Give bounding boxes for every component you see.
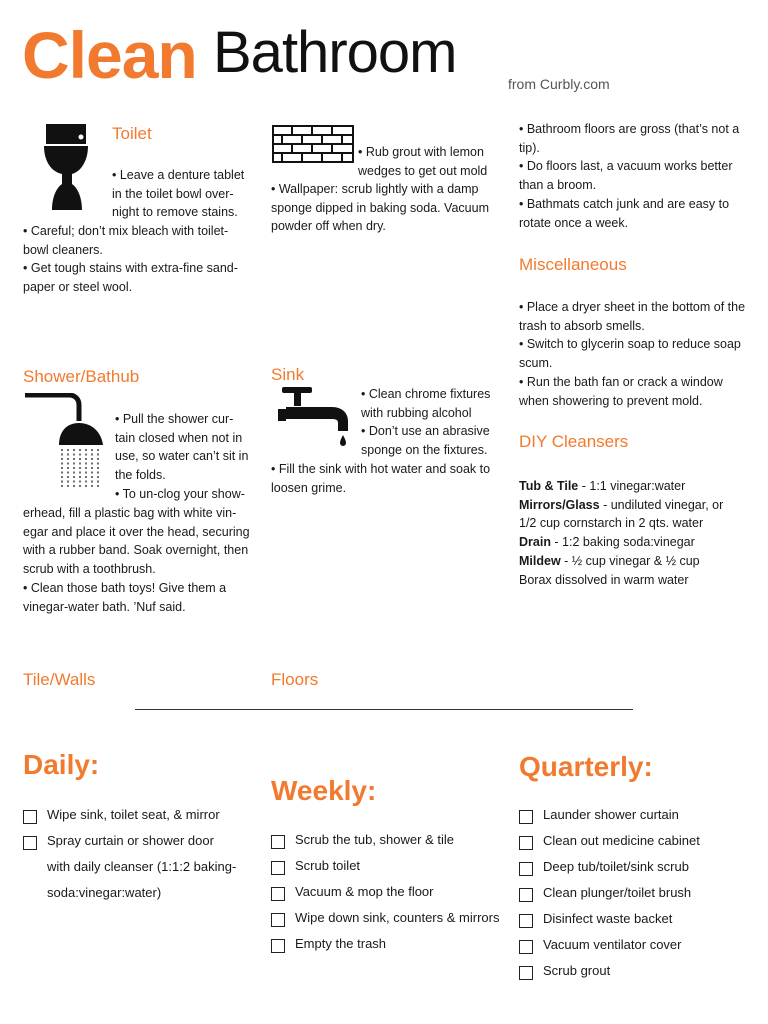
quarterly-item-label: Clean out medicine cabinet	[543, 833, 700, 848]
sink-tips: • Fill the sink with hot water and soak to loosen grime.	[271, 462, 491, 495]
sink-tips-indented: • Clean chrome fixtures with rubbing alcohol • Don’t use an abrasive sponge on the fixtures.	[361, 387, 491, 458]
floors-heading: Floors	[271, 670, 319, 689]
weekly-heading: Weekly:	[271, 775, 377, 806]
misc-heading: Miscellaneous	[519, 255, 627, 274]
quarterly-heading: Quarterly:	[519, 751, 653, 782]
toilet-tips-indented: • Leave a denture tablet in the toilet bowl over- night to remove stains.	[112, 168, 245, 220]
faucet-icon	[278, 387, 352, 449]
weekly-item-label: Scrub toilet	[295, 858, 361, 873]
checkbox[interactable]	[519, 940, 533, 954]
checkbox[interactable]	[271, 913, 285, 927]
tile-tips: • Wallpaper: scrub lightly with a damp sponge dipped in baking soda. Vacuum powder off when dry.	[271, 182, 489, 234]
daily-item-label: Wipe sink, toilet seat, & mirror	[47, 807, 220, 822]
shower-tips-indented: • Pull the shower cur- tain closed when not in use, so water can’t sit in the folds. • To un-clog your show-	[115, 412, 249, 501]
checkbox[interactable]	[271, 861, 285, 875]
daily-item-label: Spray curtain or shower door with daily cleanser (1:1:2 baking- soda:vinegar:water)	[47, 833, 237, 900]
checkbox[interactable]	[23, 810, 37, 824]
checkbox[interactable]	[519, 888, 533, 902]
quarterly-item-label: Scrub grout	[543, 963, 611, 978]
quarterly-item-label: Disinfect waste backet	[543, 911, 673, 926]
brick-wall-icon	[272, 125, 354, 163]
weekly-item-label: Scrub the tub, shower & tile	[295, 832, 454, 847]
weekly-checklist	[271, 833, 499, 963]
checkbox[interactable]	[519, 966, 533, 980]
checkbox[interactable]	[23, 836, 37, 850]
quarterly-checklist	[519, 808, 700, 990]
quarterly-item-label: Vacuum ventilator cover	[543, 937, 682, 952]
quarterly-item[interactable]	[519, 964, 700, 990]
divider	[135, 709, 633, 710]
floor-tips: • Bathroom floors are gross (that’s not a tip). • Do floors last, a vacuum works better than a broom. • Bathmats catch junk and are easy to rotate once a week.	[519, 122, 740, 230]
daily-checklist	[23, 808, 236, 906]
checkbox[interactable]	[271, 835, 285, 849]
weekly-item[interactable]	[271, 937, 499, 963]
weekly-item-label: Vacuum & mop the floor	[295, 884, 434, 899]
misc-tips: • Place a dryer sheet in the bottom of the trash to absorb smells. • Switch to glycerin soap to reduce soap scum. • Run the bath fan or crack a window when showering to prevent mold.	[519, 300, 746, 408]
checkbox[interactable]	[271, 939, 285, 953]
shower-heading: Shower/Bathub	[23, 367, 140, 386]
title-source: from Curbly.com	[508, 76, 610, 92]
diy-heading: DIY Cleansers	[519, 432, 629, 451]
title-bathroom: Bathroom	[213, 20, 457, 85]
checkbox[interactable]	[519, 836, 533, 850]
diy-recipes: Tub & Tile - 1:1 vinegar:water Mirrors/Glass - undiluted vinegar, or 1/2 cup cornstarch in 2 qts. water Drain - 1:2 baking soda:vinegar Mildew - ½ cup vinegar & ½ cup Borax dissolved in warm water	[519, 479, 724, 587]
checkbox[interactable]	[519, 862, 533, 876]
checkbox[interactable]	[519, 810, 533, 824]
sink-heading: Sink	[271, 365, 305, 384]
title-clean: Clean	[22, 18, 197, 92]
toilet-tips: • Careful; don’t mix bleach with toilet- bowl cleaners. • Get tough stains with extra-fine sand- paper or steel wool.	[23, 224, 238, 295]
checkbox[interactable]	[271, 887, 285, 901]
quarterly-item-label: Clean plunger/toilet brush	[543, 885, 692, 900]
daily-item[interactable]	[23, 834, 236, 906]
tile-tips-indented: • Rub grout with lemon wedges to get out mold	[358, 145, 488, 178]
shower-head-icon	[25, 393, 107, 489]
weekly-item-label: Empty the trash	[295, 936, 387, 951]
weekly-item-label: Wipe down sink, counters & mirrors	[295, 910, 500, 925]
checkbox[interactable]	[519, 914, 533, 928]
toilet-heading: Toilet	[112, 124, 152, 143]
quarterly-item-label: Deep tub/toilet/sink scrub	[543, 859, 689, 874]
toilet-icon	[44, 122, 92, 212]
shower-tips: erhead, fill a plastic bag with white vin- egar and place it over the head, securing with a rubber band. Soak overnight, then scrub with a toothbrush. • Clean those bath toys! Give them a vinegar-water bath. ’Nuf said.	[23, 506, 250, 614]
daily-heading: Daily:	[23, 749, 100, 780]
tile-walls-heading: Tile/Walls	[23, 670, 96, 689]
quarterly-item-label: Launder shower curtain	[543, 807, 679, 822]
